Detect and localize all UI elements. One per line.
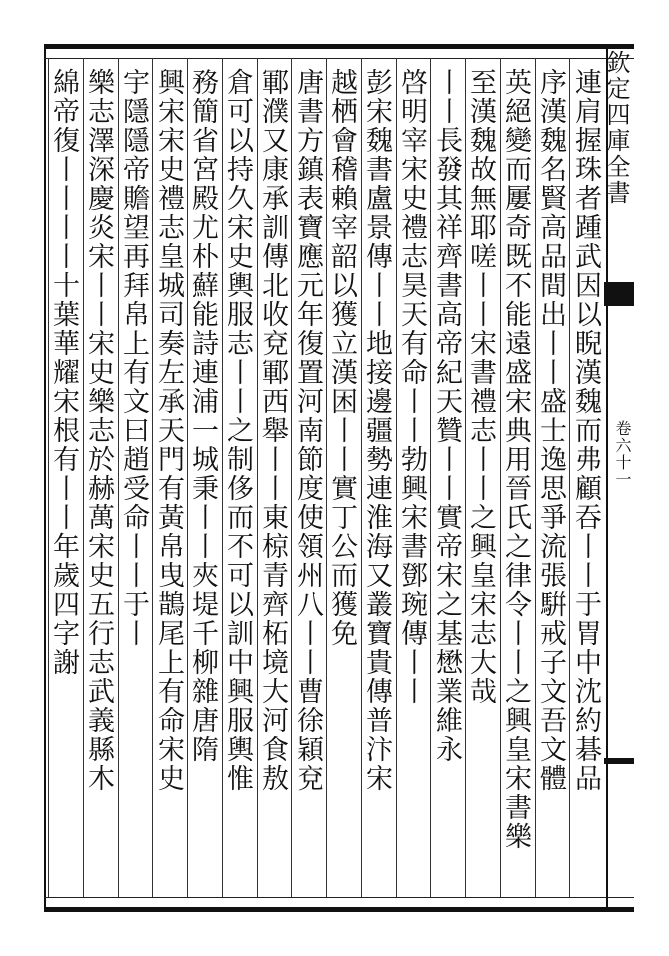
banxin-juan: 卷六十一 xyxy=(613,420,632,488)
banxin-title: 欽定四庫全書 xyxy=(602,50,630,206)
text-column: 務簡省宮殿尤朴蘚能詩連浦一城秉丨丨夾堤千柳雜唐隋 xyxy=(187,68,218,764)
top-rule xyxy=(44,58,634,59)
bottom-rule xyxy=(44,897,634,898)
text-column: 越栖會稽賴宰韶以獲立漢困丨丨實丁公而獲免 xyxy=(326,68,357,648)
text-column: 鄆濮又康承訓傳北收兗鄆西舉丨丨東椋青齊柘境大河食敖 xyxy=(257,68,288,793)
text-column: 宇隱隱帝贍望再拜帛上有文曰趙受命丨丨于丨 xyxy=(118,68,149,648)
text-column: 倉可以持久宋史輿服志丨丨之制侈而不可以訓中興服輿惟 xyxy=(222,68,253,793)
text-column: 連肩握珠者踵武因以睨漢魏而弗顧吞丨丨于胃中沈約碁品 xyxy=(570,68,601,793)
text-column: 啓明宰宋史禮志昊天有命丨丨勃興宋書鄧琬傳丨丨 xyxy=(396,68,427,706)
text-column: 丨丨長發其祥齊書高帝紀天贊丨丨實帝宋之基懋業維永 xyxy=(431,68,462,764)
text-column: 興宋宋史禮志皇城司奏左承天門有黃帛曳鵲尾上有命宋史 xyxy=(153,68,184,793)
text-column: 序漢魏名賢高品間出丨丨盛士逸思爭流張騈戒子文吾文體 xyxy=(535,68,566,793)
text-column: 樂志澤深慶炎宋丨丨宋史樂志於赫萬宋史五行志武義縣木 xyxy=(83,68,114,793)
text-column: 唐書方鎮表寶應元年復置河南節度使領州八丨丨曹徐穎兗 xyxy=(292,68,323,793)
text-column: 綿帝復丨丨丨丨十葉華耀宋根有丨丨年歲四字謝 xyxy=(48,68,79,677)
fish-tail-bottom xyxy=(604,758,634,764)
text-column: 英絕變而屢奇既不能遠盛宋典用晉氏之律令丨丨之興皇宋書樂 xyxy=(500,68,531,851)
text-column: 彭宋魏書盧景傳丨丨地接邊疆勢連淮海又叢寶貴傳普汴宋 xyxy=(361,68,392,793)
fish-tail-top xyxy=(604,282,634,306)
text-column: 至漢魏故無耶嗟丨丨宋書禮志丨丨之興皇宋志大哉 xyxy=(465,68,496,706)
